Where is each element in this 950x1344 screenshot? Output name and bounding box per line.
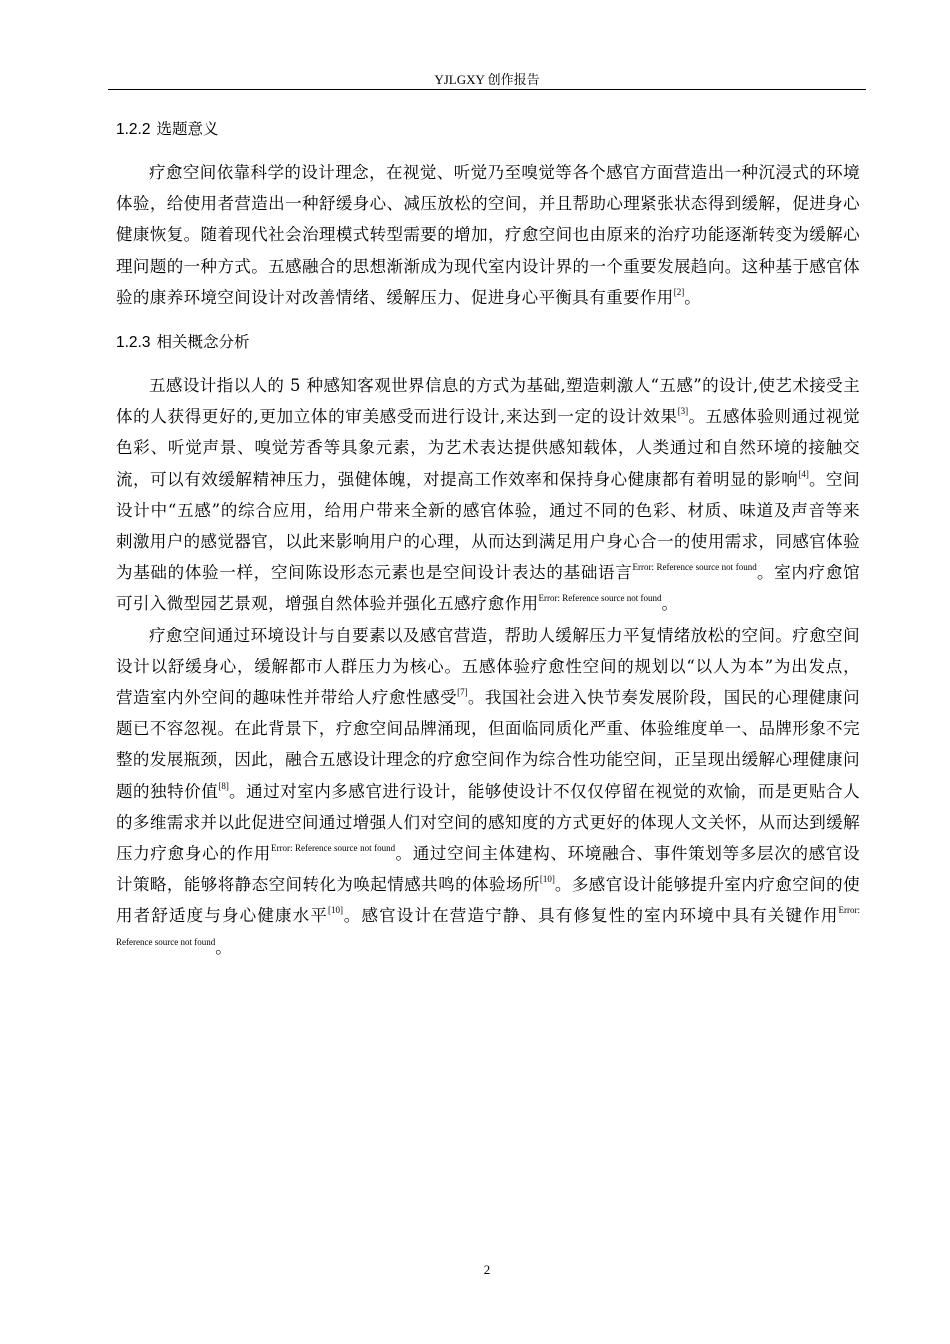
paragraph-text: 。感官设计在营造宁静、具有修复性的室内环境中具有关键作用 bbox=[343, 906, 839, 926]
citation: [7] bbox=[457, 687, 468, 698]
paragraph-text: 。通过空间主体建构、环境融合、事件策划等多层次的感官设计策略，能够将静态空间转化为唤起情感共鸣的体验场所 bbox=[116, 844, 860, 895]
paragraph-concepts-2 bbox=[116, 620, 860, 963]
paragraph-text: 。空间设计中“五感”的综合应用，给用户带来全新的感官体验，通过不同的色彩、材质、味道及声音等来刺激用户的感觉器官，以此来影响用户的心理，从而达到满足用户身心合一的使用需求，同感官体验为基础的体验一样，空间陈设形态元素也是空间设计表达的基础语言 bbox=[116, 469, 861, 583]
page-body bbox=[116, 114, 860, 963]
running-header: YJLGXY 创作报告 bbox=[434, 72, 540, 87]
paragraph-text: 。我国社会进入快节奏发展阶段，国民的心理健康问题已不容忽视。在此背景下，疗愈空间品牌涌现，但面临同质化严重、体验维度单一、品牌形象不完整的发展瓶颈，因此，融合五感设计理念的疗愈空间作为综合性功能空间，正呈现出缓解心理健康问题的独特价值 bbox=[116, 688, 861, 801]
section-number: 1.2.3 bbox=[116, 334, 151, 352]
paragraph-text: 。五感体验则通过视觉色彩、听觉声景、嗅觉芳香等具象元素，为艺术表达提供感知载体，人类通过和自然环境的接触交流，可以有效缓解精神压力，强健体魄，对提高工作效率和保持身心健康都有着明显的影响 bbox=[116, 407, 861, 489]
paragraph-text: 。 bbox=[215, 937, 233, 957]
citation: [2] bbox=[673, 286, 685, 297]
section-title: 选题意义 bbox=[156, 120, 219, 138]
paragraph-text: 五感设计指以人的 5 种感知客观世界信息的方式为基础,塑造刺激人“五感”的设计,使艺术接受主体的人获得更好的,更加立体的审美感受而进行设计,来达到一定的设计效果 bbox=[116, 376, 860, 427]
page-number: 2 bbox=[483, 1262, 491, 1277]
paragraph-text: 。室内疗愈馆可引入微型园艺景观，增强自然体验并强化五感疗愈作用 bbox=[116, 563, 860, 614]
paragraph-text: 疗愈空间依靠科学的设计理念，在视觉、听觉乃至嗅觉等各个感官方面营造出一种沉浸式的环境体验，给使用者营造出一种舒缓身心、减压放松的空间，并且帮助心理紧张状态得到缓解，促进身心健康恢复。随着现代社会治理模式转型需要的增加，疗愈空间也由原来的治疗功能逐渐转变为缓解心理问题的一种方式。五感融合的思想渐渐成为现代室内设计界的一个重要发展趋向。这种基于感官体验的康养环境空间设计对改善情绪、缓解压力、促进身心平衡具有重要作用 bbox=[116, 163, 860, 307]
citation: [8] bbox=[218, 780, 229, 791]
paragraph-text: 。 bbox=[684, 287, 702, 307]
section-heading-1-2-2 bbox=[116, 114, 860, 145]
citation: [10] bbox=[539, 874, 555, 885]
citation: [4] bbox=[798, 468, 809, 479]
paragraph-text: 疗愈空间通过环境设计与自要素以及感官营造，帮助人缓解压力平复情绪放松的空间。疗愈空间设计以舒缓身心，缓解都市人群压力为核心。五感体验疗愈性空间的规划以“以人为本”为出发点，营造室内外空间的趣味性并带给人疗愈性感受 bbox=[116, 625, 860, 708]
section-heading-1-2-3 bbox=[116, 327, 860, 358]
citation-error: Error: Reference source not found bbox=[270, 843, 396, 854]
paragraph-significance bbox=[116, 157, 860, 313]
section-number: 1.2.2 bbox=[116, 121, 151, 138]
section-title: 相关概念分析 bbox=[156, 333, 250, 352]
header-rule bbox=[108, 89, 866, 90]
paragraph-text: 。通过对室内多感官进行设计，能够使设计不仅仅停留在视觉的欢愉，而是更贴合人的多维需求并以此促进空间通过增强人们对空间的感知度的方式更好的体现人文关怀，从而达到缓解压力疗愈身心的作用 bbox=[116, 781, 860, 864]
paragraph-concepts-1 bbox=[116, 370, 860, 620]
paragraph-text: 。多感官设计能够提升室内疗愈空间的使用者舒适度与身心健康水平 bbox=[116, 875, 861, 926]
citation-error: Error: Reference source not found bbox=[116, 905, 860, 947]
citation-error: Error: Reference source not found bbox=[632, 562, 757, 573]
citation-error: Error: Reference source not found bbox=[538, 593, 662, 604]
citation: [3] bbox=[677, 406, 689, 417]
citation: [10] bbox=[328, 905, 344, 916]
paragraph-text: 。 bbox=[661, 594, 679, 614]
